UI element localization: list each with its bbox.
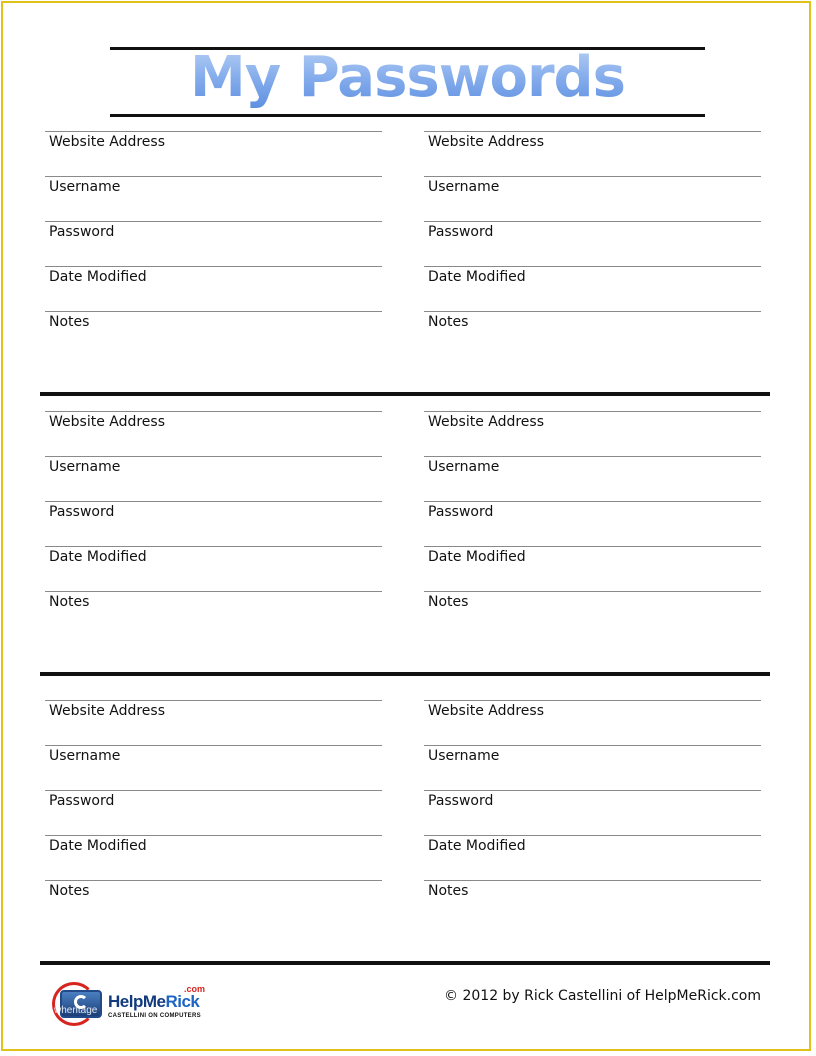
section-divider — [40, 672, 770, 676]
notes-label: Notes — [428, 883, 469, 899]
copyright-text: © 2012 by Rick Castellini of HelpMeRick.com — [444, 988, 761, 1004]
date-modified-label: Date Modified — [49, 549, 147, 565]
notes-label: Notes — [49, 314, 90, 330]
notes-label: Notes — [49, 594, 90, 610]
username-label: Username — [49, 459, 121, 475]
footer-divider — [40, 961, 770, 965]
date-modified-field[interactable] — [45, 266, 382, 311]
username-label: Username — [49, 179, 121, 195]
password-label: Password — [49, 504, 115, 520]
notes-field[interactable] — [45, 311, 382, 381]
website-address-field[interactable] — [424, 131, 761, 176]
logo-tagline: CASTELLINI ON COMPUTERS — [108, 1013, 201, 1019]
password-field[interactable] — [45, 790, 382, 835]
username-label: Username — [428, 748, 500, 764]
date-modified-label: Date Modified — [428, 838, 526, 854]
title-rule-bottom — [110, 114, 705, 117]
username-field[interactable] — [424, 456, 761, 501]
section-divider — [40, 392, 770, 396]
username-field[interactable] — [45, 456, 382, 501]
notes-label: Notes — [428, 314, 469, 330]
date-modified-field[interactable] — [45, 546, 382, 591]
password-field[interactable] — [424, 501, 761, 546]
date-modified-label: Date Modified — [428, 269, 526, 285]
username-label: Username — [428, 459, 500, 475]
notes-field[interactable] — [424, 591, 761, 661]
password-field[interactable] — [45, 221, 382, 266]
website-address-field[interactable] — [45, 411, 382, 456]
website-address-field[interactable] — [45, 700, 382, 745]
watermark-text: wheritage — [54, 1005, 98, 1016]
website-address-label: Website Address — [428, 134, 545, 150]
password-label: Password — [428, 224, 494, 240]
username-label: Username — [49, 748, 121, 764]
notes-field[interactable] — [45, 880, 382, 950]
website-address-field[interactable] — [424, 411, 761, 456]
date-modified-field[interactable] — [45, 835, 382, 880]
date-modified-label: Date Modified — [49, 838, 147, 854]
date-modified-field[interactable] — [424, 266, 761, 311]
website-address-label: Website Address — [49, 703, 166, 719]
username-label: Username — [428, 179, 500, 195]
username-field[interactable] — [424, 176, 761, 221]
password-label: Password — [49, 793, 115, 809]
helpmerick-logo — [52, 980, 212, 1028]
website-address-field[interactable] — [424, 700, 761, 745]
password-field[interactable] — [424, 221, 761, 266]
date-modified-label: Date Modified — [428, 549, 526, 565]
notes-label: Notes — [428, 594, 469, 610]
website-address-label: Website Address — [49, 414, 166, 430]
password-label: Password — [49, 224, 115, 240]
logo-suffix: .com — [184, 984, 206, 994]
website-address-label: Website Address — [428, 703, 545, 719]
username-field[interactable] — [45, 745, 382, 790]
page-title: My Passwords — [110, 46, 705, 110]
password-label: Password — [428, 793, 494, 809]
website-address-label: Website Address — [49, 134, 166, 150]
username-field[interactable] — [424, 745, 761, 790]
notes-field[interactable] — [424, 880, 761, 950]
date-modified-field[interactable] — [424, 835, 761, 880]
password-field[interactable] — [424, 790, 761, 835]
notes-label: Notes — [49, 883, 90, 899]
website-address-label: Website Address — [428, 414, 545, 430]
logo-name: HelpMeRick — [108, 992, 200, 1011]
password-label: Password — [428, 504, 494, 520]
date-modified-field[interactable] — [424, 546, 761, 591]
notes-field[interactable] — [424, 311, 761, 381]
password-field[interactable] — [45, 501, 382, 546]
notes-field[interactable] — [45, 591, 382, 661]
username-field[interactable] — [45, 176, 382, 221]
website-address-field[interactable] — [45, 131, 382, 176]
date-modified-label: Date Modified — [49, 269, 147, 285]
